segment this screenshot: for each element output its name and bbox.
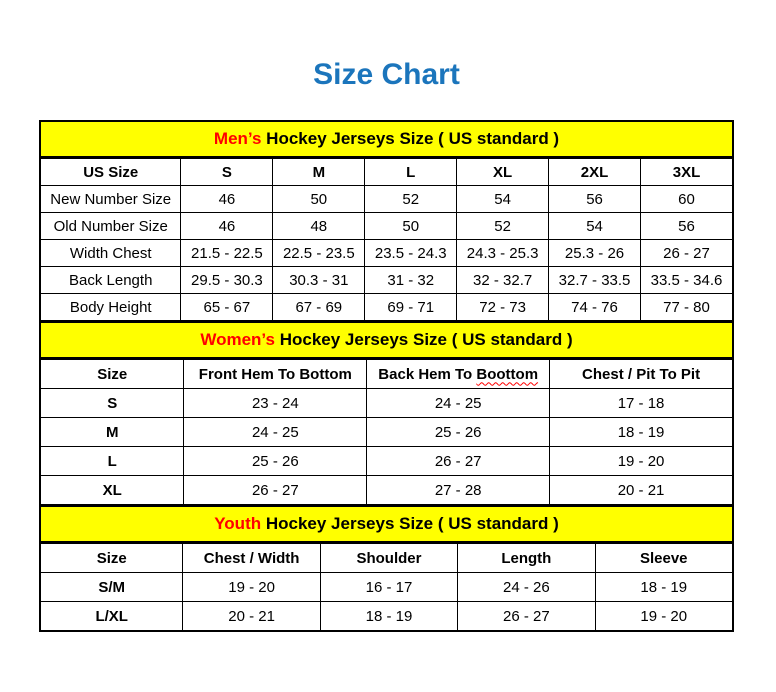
data-cell: 22.5 - 23.5 bbox=[273, 240, 365, 267]
data-cell: 50 bbox=[365, 213, 457, 240]
data-cell: 67 - 69 bbox=[273, 294, 365, 321]
data-cell: 26 - 27 bbox=[640, 240, 732, 267]
header-cell: Size bbox=[41, 360, 184, 389]
data-cell: 23.5 - 24.3 bbox=[365, 240, 457, 267]
row-label-cell: M bbox=[41, 418, 184, 447]
data-cell: 52 bbox=[365, 186, 457, 213]
page-title: Size Chart bbox=[313, 58, 460, 91]
row-label-cell: S bbox=[41, 389, 184, 418]
row-label-cell: L bbox=[41, 447, 184, 476]
section-men bbox=[41, 122, 732, 321]
data-cell: 17 - 18 bbox=[550, 389, 732, 418]
table-row bbox=[41, 213, 732, 240]
data-cell: 31 - 32 bbox=[365, 267, 457, 294]
data-cell: 27 - 28 bbox=[367, 476, 550, 505]
men-sizes-table bbox=[41, 158, 732, 321]
section-title-accent: Men’s bbox=[213, 129, 262, 148]
header-cell: Chest / Pit To Pit bbox=[550, 360, 732, 389]
header-cell: 3XL bbox=[640, 159, 732, 186]
data-cell: 77 - 80 bbox=[640, 294, 732, 321]
data-cell: 54 bbox=[549, 213, 641, 240]
row-label-cell: L/XL bbox=[41, 602, 183, 631]
section-title-rest: Hockey Jerseys Size ( US standard ) bbox=[274, 330, 573, 349]
header-cell: S bbox=[181, 159, 273, 186]
data-cell: 26 - 27 bbox=[367, 447, 550, 476]
header-cell: Sleeve bbox=[595, 544, 732, 573]
data-cell: 25.3 - 26 bbox=[549, 240, 641, 267]
data-cell: 24.3 - 25.3 bbox=[457, 240, 549, 267]
row-label-cell: Back Length bbox=[41, 267, 181, 294]
data-cell: 24 - 25 bbox=[184, 418, 367, 447]
data-cell: 72 - 73 bbox=[457, 294, 549, 321]
table-row bbox=[41, 294, 732, 321]
data-cell: 25 - 26 bbox=[184, 447, 367, 476]
table-row bbox=[41, 240, 732, 267]
header-cell: US Size bbox=[41, 159, 181, 186]
header-cell: Shoulder bbox=[320, 544, 457, 573]
data-cell: 60 bbox=[640, 186, 732, 213]
data-cell: 20 - 21 bbox=[550, 476, 732, 505]
data-cell: 24 - 26 bbox=[458, 573, 595, 602]
misspelled-word: Boottom bbox=[476, 365, 539, 383]
data-cell: 20 - 21 bbox=[183, 602, 320, 631]
header-cell: Back Hem To Boottom bbox=[367, 360, 550, 389]
data-cell: 29.5 - 30.3 bbox=[181, 267, 273, 294]
table-row bbox=[41, 602, 732, 631]
data-cell: 50 bbox=[273, 186, 365, 213]
section-title-accent: Women’s bbox=[200, 330, 275, 349]
data-cell: 33.5 - 34.6 bbox=[640, 267, 732, 294]
data-cell: 23 - 24 bbox=[184, 389, 367, 418]
section-women bbox=[41, 321, 732, 505]
table-row bbox=[41, 267, 732, 294]
data-cell: 21.5 - 22.5 bbox=[181, 240, 273, 267]
data-cell: 26 - 27 bbox=[458, 602, 595, 631]
section-youth bbox=[41, 505, 732, 630]
data-cell: 56 bbox=[640, 213, 732, 240]
table-row bbox=[41, 389, 732, 418]
section-title-band bbox=[41, 122, 732, 158]
table-row bbox=[41, 476, 732, 505]
data-cell: 69 - 71 bbox=[365, 294, 457, 321]
row-label-cell: S/M bbox=[41, 573, 183, 602]
section-title-band bbox=[41, 321, 732, 359]
header-cell: Chest / Width bbox=[183, 544, 320, 573]
section-title-rest: Hockey Jerseys Size ( US standard ) bbox=[261, 129, 560, 148]
section-title-accent: Youth bbox=[214, 514, 262, 533]
header-cell: Size bbox=[41, 544, 183, 573]
data-cell: 26 - 27 bbox=[184, 476, 367, 505]
section-title-rest: Hockey Jerseys Size ( US standard ) bbox=[261, 514, 559, 533]
data-cell: 25 - 26 bbox=[367, 418, 550, 447]
header-cell: L bbox=[365, 159, 457, 186]
row-label-cell: Width Chest bbox=[41, 240, 181, 267]
data-cell: 19 - 20 bbox=[550, 447, 732, 476]
table-row bbox=[41, 447, 732, 476]
data-cell: 46 bbox=[181, 213, 273, 240]
data-cell: 32.7 - 33.5 bbox=[549, 267, 641, 294]
header-cell: 2XL bbox=[549, 159, 641, 186]
header-cell: XL bbox=[457, 159, 549, 186]
data-cell: 32 - 32.7 bbox=[457, 267, 549, 294]
data-cell: 19 - 20 bbox=[183, 573, 320, 602]
header-cell: Front Hem To Bottom bbox=[184, 360, 367, 389]
data-cell: 56 bbox=[549, 186, 641, 213]
data-cell: 18 - 19 bbox=[320, 602, 457, 631]
data-cell: 30.3 - 31 bbox=[273, 267, 365, 294]
youth-sizes-table bbox=[41, 543, 732, 630]
section-title-band bbox=[41, 505, 732, 543]
size-chart bbox=[39, 120, 734, 632]
table-row bbox=[41, 186, 732, 213]
women-sizes-table bbox=[41, 359, 732, 505]
data-cell: 24 - 25 bbox=[367, 389, 550, 418]
data-cell: 48 bbox=[273, 213, 365, 240]
data-cell: 18 - 19 bbox=[550, 418, 732, 447]
data-cell: 46 bbox=[181, 186, 273, 213]
data-cell: 52 bbox=[457, 213, 549, 240]
table-row bbox=[41, 573, 732, 602]
row-label-cell: Body Height bbox=[41, 294, 181, 321]
row-label-cell: Old Number Size bbox=[41, 213, 181, 240]
row-label-cell: New Number Size bbox=[41, 186, 181, 213]
table-row bbox=[41, 418, 732, 447]
data-cell: 74 - 76 bbox=[549, 294, 641, 321]
data-cell: 54 bbox=[457, 186, 549, 213]
data-cell: 18 - 19 bbox=[595, 573, 732, 602]
header-cell: M bbox=[273, 159, 365, 186]
data-cell: 65 - 67 bbox=[181, 294, 273, 321]
header-cell: Length bbox=[458, 544, 595, 573]
row-label-cell: XL bbox=[41, 476, 184, 505]
data-cell: 19 - 20 bbox=[595, 602, 732, 631]
data-cell: 16 - 17 bbox=[320, 573, 457, 602]
